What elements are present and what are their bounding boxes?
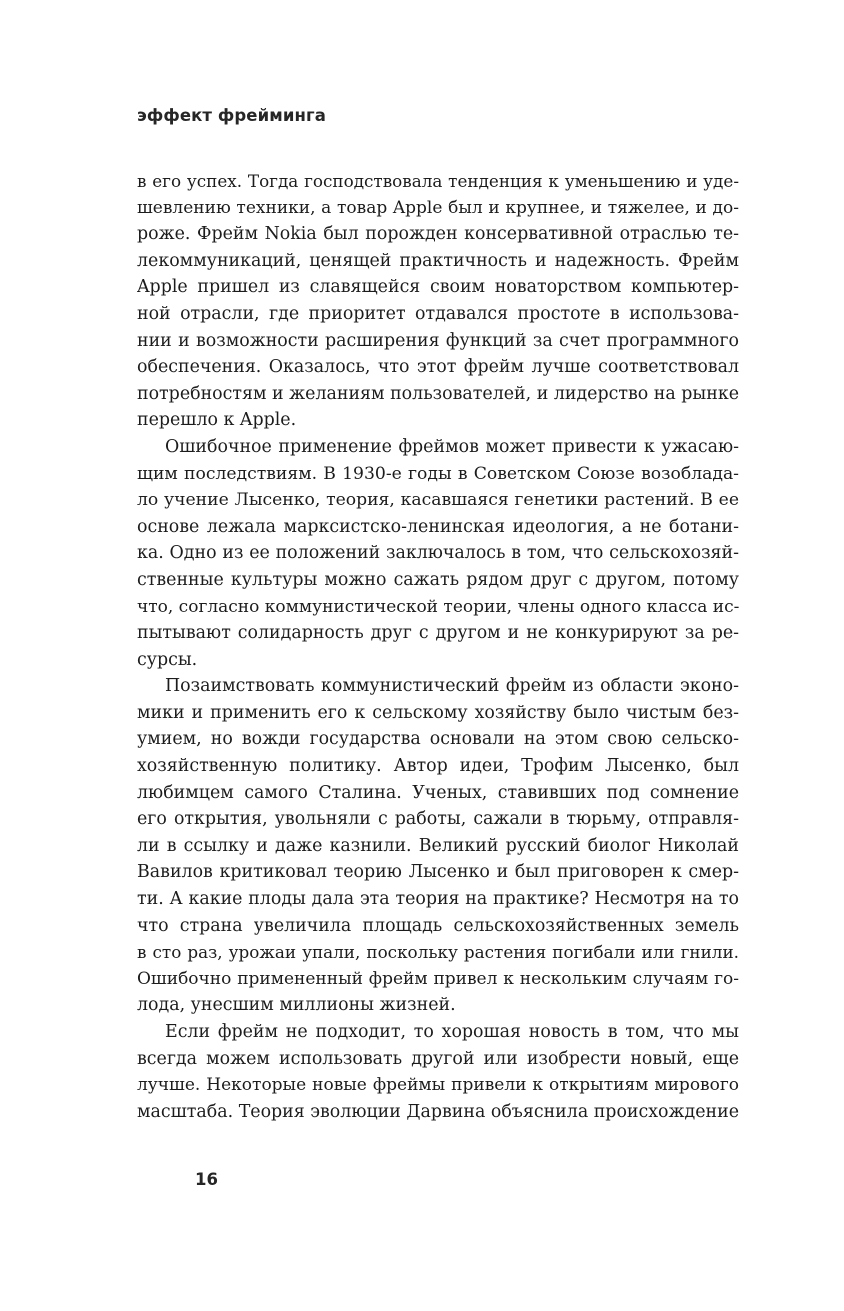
text-line: ти. А какие плоды дала эта теория на практике? Несмотря на то: [137, 889, 739, 910]
text-line: ли в ссылку и даже казнили. Великий русский биолог Николай: [137, 835, 739, 856]
text-line: в сто раз, урожаи упали, поскольку растения погибали или гнили.: [137, 942, 739, 963]
paragraph: [137, 168, 739, 434]
text-line: что, согласно коммунистической теории, члены одного класса ис-: [137, 596, 739, 617]
text-line: умием, но вожди государства основали на этом свою сельско-: [137, 729, 739, 750]
text-line: щим последствиям. В 1930-е годы в Советском Союзе возоблада-: [137, 463, 739, 484]
text-line: роже. Фрейм Nokia был порожден консервативной отраслью те-: [137, 224, 739, 245]
paragraph: [137, 1019, 739, 1125]
text-line: нии и возможности расширения функций за счет программного: [137, 330, 739, 351]
text-line: хозяйственную политику. Автор идеи, Трофим Лысенко, был: [137, 756, 739, 777]
text-line: Apple пришел из славящейся своим новаторством компьютер-: [137, 277, 739, 298]
body-text: [137, 168, 739, 1125]
text-line: ной отрасли, где приоритет отдавался простоте в использова-: [137, 303, 739, 324]
text-line: любимцем самого Сталина. Ученых, ставивших под сомнение: [137, 782, 739, 803]
text-line: Позаимствовать коммунистический фрейм из области эконо-: [165, 676, 739, 697]
text-line: обеспечения. Оказалось, что этот фрейм лучше соответствовал: [137, 357, 739, 378]
text-line: что страна увеличила площадь сельскохозяйственных земель: [137, 915, 739, 936]
text-line: сурсы.: [137, 649, 198, 670]
text-line: потребностям и желаниям пользователей, и лидерство на рынке: [137, 383, 739, 404]
text-line: пытывают солидарность друг с другом и не конкурируют за ре-: [137, 623, 739, 644]
text-line: ственные культуры можно сажать рядом друг с другом, потому: [137, 569, 739, 590]
text-line: в его успех. Тогда господствовала тенденция к уменьшению и уде-: [137, 171, 739, 191]
text-line: лучше. Некоторые новые фреймы привели к открытиям мирового: [137, 1075, 739, 1096]
text-line: масштаба. Теория эволюции Дарвина объяснила происхождение: [137, 1101, 739, 1122]
text-line: Ошибочно примененный фрейм привел к нескольким случаям го-: [137, 968, 739, 989]
text-line: ка. Одно из ее положений заключалось в том, что сельскохозяй-: [137, 543, 739, 564]
paragraph: [137, 434, 739, 673]
text-line: Ошибочное применение фреймов может привести к ужасаю-: [165, 436, 739, 457]
running-head: эффект фрейминга: [137, 106, 326, 125]
text-line: его открытия, увольняли с работы, сажали в тюрьму, отправля-: [137, 809, 739, 830]
text-line: ло учение Лысенко, теория, касавшаяся генетики растений. В ее: [137, 490, 739, 511]
text-line: шевлению техники, а товар Apple был и крупнее, и тяжелее, и до-: [137, 197, 739, 218]
text-line: всегда можем использовать другой или изобрести новый, еще: [137, 1048, 739, 1069]
text-line: Вавилов критиковал теорию Лысенко и был приговорен к смер-: [137, 862, 739, 883]
text-line: мики и применить его к сельскому хозяйству было чистым без-: [137, 702, 739, 723]
paragraph: [137, 673, 739, 1019]
text-line: перешло к Apple.: [137, 410, 297, 431]
text-line: лода, унесшим миллионы жизней.: [137, 995, 456, 1016]
text-line: лекоммуникаций, ценящей практичность и надежность. Фрейм: [137, 250, 739, 271]
text-line: основе лежала марксистско-ленинская идеология, а не ботани-: [137, 516, 739, 537]
page-number: 16: [195, 1170, 218, 1189]
text-line: Если фрейм не подходит, то хорошая новость в том, что мы: [165, 1022, 739, 1042]
